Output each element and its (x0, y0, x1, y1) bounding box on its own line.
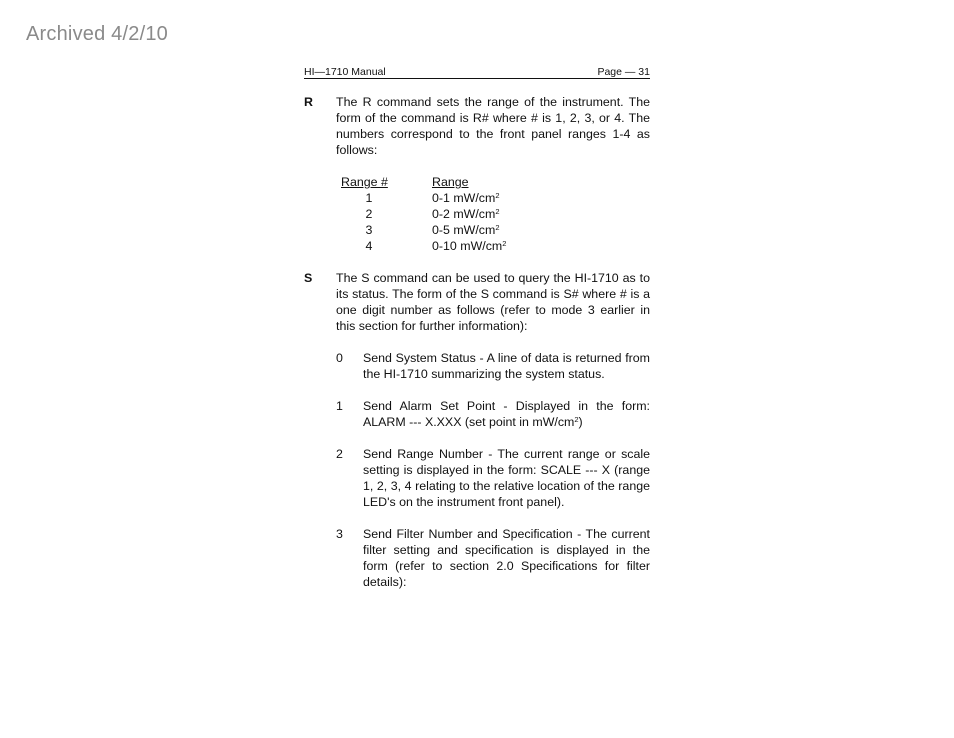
unit-superscript: 2 (574, 415, 579, 424)
r-command-entry (304, 94, 650, 254)
status-option-item (336, 350, 650, 382)
s-command-entry (304, 270, 650, 590)
range-header: Range (432, 175, 469, 189)
unit-superscript: 2 (495, 223, 500, 232)
range-number: 1 (365, 191, 373, 205)
manual-content (304, 94, 650, 590)
range-table (341, 174, 650, 254)
range-value: 0-2 mW/cm (432, 207, 496, 221)
alarm-text-end: ) (578, 415, 583, 429)
status-option-number: 2 (336, 447, 343, 461)
command-letter-r: R (304, 95, 313, 109)
unit-superscript: 2 (495, 207, 500, 216)
status-option-text: Send Range Number - The current range or scale setting is displayed in the form: SCALE --- X (range 1, 2, 3, 4 relating to the relative location of the range LED's on the instrument front panel). (363, 447, 650, 509)
range-value: 0-1 mW/cm (432, 191, 496, 205)
status-option-number: 1 (336, 399, 343, 413)
archived-watermark: Archived 4/2/10 (26, 23, 168, 45)
status-option-item (336, 446, 650, 510)
range-number-header: Range # (341, 175, 388, 189)
s-command-description: The S command can be used to query the HI-1710 as to its status. The form of the S command is S# where # is a one digit number as follows (refer to mode 3 earlier in this section for further information): (336, 271, 650, 333)
range-number: 4 (365, 239, 373, 253)
status-option-item (336, 398, 650, 430)
range-number: 3 (365, 223, 373, 237)
status-option-text: Send Filter Number and Specification - The current filter setting and specification is displayed in the form (refer to section 2.0 Specifications for filter details): (363, 527, 650, 589)
alarm-text: Send Alarm Set Point - Displayed in the form: ALARM --- X.XXX (set point in mW/cm (363, 399, 650, 429)
status-option-text: Send System Status - A line of data is returned from the HI-1710 summarizing the system status. (363, 351, 650, 381)
range-table-row (341, 190, 650, 206)
status-option-item (336, 526, 650, 590)
unit-superscript: 2 (495, 191, 500, 200)
status-option-text (363, 398, 650, 430)
r-command-description: The R command sets the range of the instrument. The form of the command is R# where # is 1, 2, 3, or 4. The numbers correspond to the front panel ranges 1-4 as follows: (336, 95, 650, 157)
range-table-row (341, 222, 650, 238)
manual-title: HI—1710 Manual (304, 66, 386, 78)
range-table-row (341, 238, 650, 254)
range-value: 0-5 mW/cm (432, 223, 496, 237)
range-table-header (341, 174, 650, 190)
status-option-number: 3 (336, 527, 343, 541)
range-number: 2 (365, 207, 373, 221)
range-value: 0-10 mW/cm (432, 239, 503, 253)
range-table-row (341, 206, 650, 222)
unit-superscript: 2 (502, 239, 507, 248)
page-number: Page — 31 (597, 66, 650, 78)
page-header (304, 66, 650, 79)
status-option-number: 0 (336, 351, 343, 365)
command-letter-s: S (304, 271, 313, 285)
